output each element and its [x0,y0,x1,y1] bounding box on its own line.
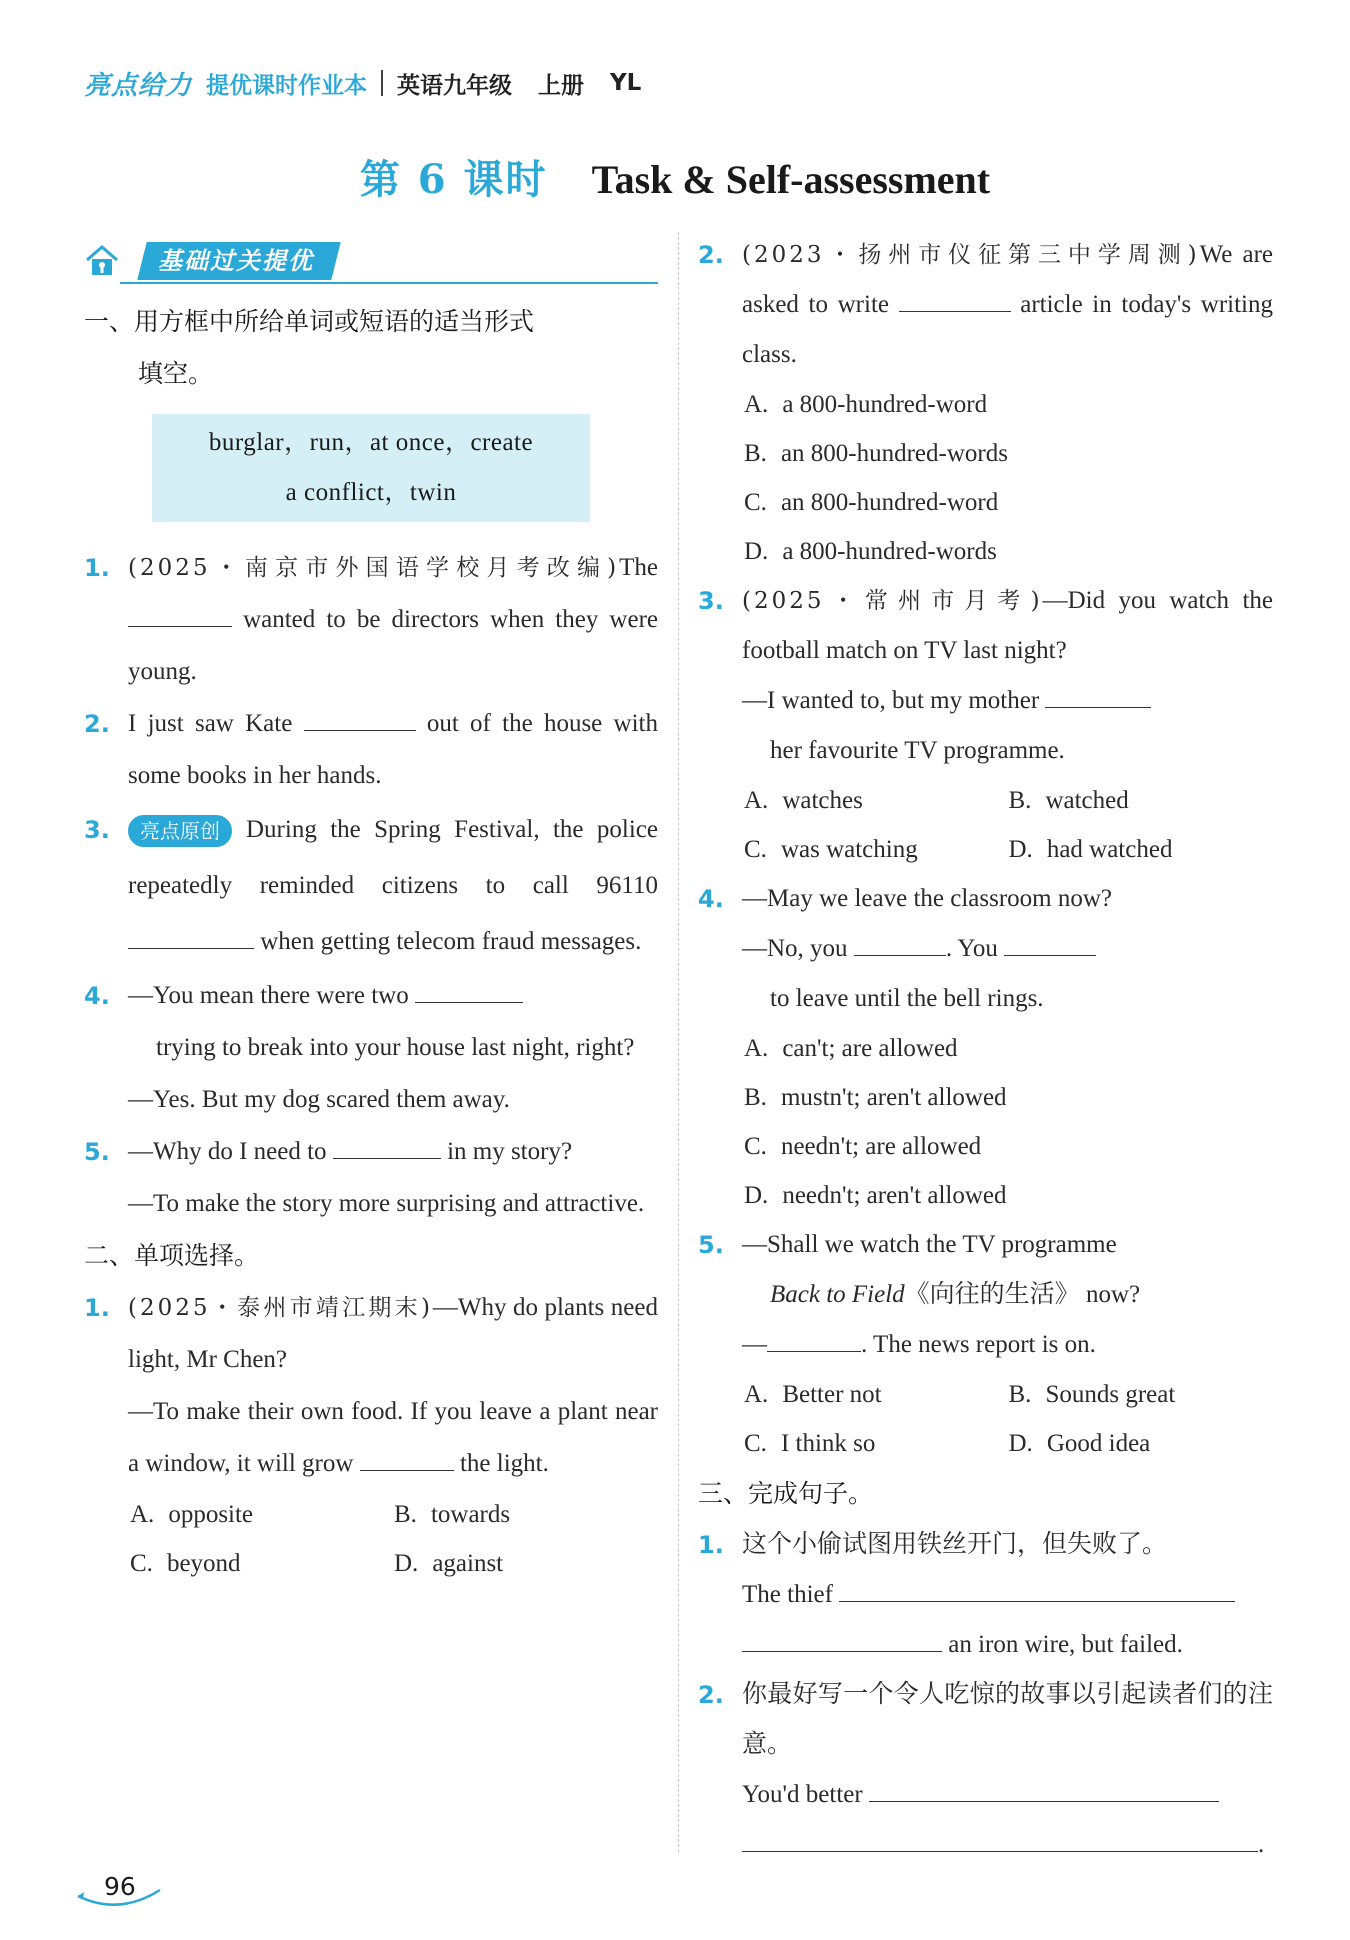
page-header [84,62,667,104]
section-3-title: 三、完成句子。 [698,1479,874,1508]
answer-blank[interactable] [128,598,232,627]
house-icon [84,244,120,278]
s2-q5-options [698,1370,1273,1468]
page-number: 96 [104,1872,136,1901]
s1-question-5: 5. —Why do I need to in my story? —To make the story more surprising and attractive. [84,1126,658,1230]
answer-blank[interactable] [742,1623,942,1652]
lesson-topic: Task & Self-assessment [591,157,991,202]
section-1-title: 一、用方框中所给单词或短语的适当形式 填空。 [84,307,535,388]
lesson-title [0,148,1350,205]
s2-q1-options [84,1490,658,1588]
word-bank-box: burglar，run，at once，create a conflict，twin [152,414,590,522]
s2-question-5: 5. —Shall we watch the TV programme Back to Field《向往的生活》 now? — . The news report is on. [698,1231,1141,1358]
section-2-title: 二、单项选择。 [84,1241,260,1270]
grade-label: 英语九年级 [397,72,513,99]
option-a[interactable]: A. a 800-hundred-word [744,391,988,418]
option-c[interactable]: C. an 800-hundred-word [744,489,999,516]
header-divider [381,70,383,96]
left-column [84,230,658,1588]
option-d[interactable]: D. Good idea [1008,1430,1151,1457]
answer-blank[interactable] [854,927,946,956]
s2-question-1: 1. (2025・泰州市靖江期末)—Why do plants need light, Mr Chen? —To make their own food. If you leave a plant near a window, it will grow the light. [84,1294,658,1477]
answer-blank[interactable] [360,1442,454,1471]
option-a[interactable]: A. Better not [744,1381,882,1408]
option-d[interactable]: D. had watched [1008,836,1173,863]
lesson-number: 第 6 课时 [359,156,548,203]
option-b[interactable]: B. Sounds great [1008,1381,1176,1408]
option-d[interactable]: D. a 800-hundred-words [744,538,997,565]
s1-question-3: 3. 亮点原创 During the Spring Festival, the police repeatedly reminded citizens to call 96110 when getting telecom fraud messages. [84,816,658,955]
option-b[interactable]: B. towards [394,1501,511,1528]
answer-blank[interactable] [1045,679,1151,708]
s2-q3-options [698,776,1273,874]
option-b[interactable]: B. mustn't; aren't allowed [744,1084,1007,1111]
answer-blank[interactable] [128,920,254,949]
s1-question-1: 1. (2025・南京市外国语学校月考改编)The wanted to be directors when they were young. [84,554,658,685]
s2-question-2: 2. (2023・扬州市仪征第三中学周测)We are asked to write article in today's writing class. [698,241,1273,368]
option-d[interactable]: D. needn't; aren't allowed [744,1182,1007,1209]
right-column [698,230,1273,1870]
s2-question-3: 3. (2025・常州市月考)—Did you watch the football match on TV last night? —I wanted to, but my mother her favourite TV programme. [698,587,1274,764]
option-a[interactable]: A. can't; are allowed [744,1035,958,1062]
banner-label: 基础过关提优 [137,242,340,280]
answer-blank[interactable] [1004,927,1096,956]
section-banner [84,234,658,290]
brand-logo: 亮点给力 [84,70,193,101]
s2-q4-options [698,1024,1273,1220]
option-c[interactable]: C. was watching [744,836,918,863]
original-badge: 亮点原创 [128,815,232,847]
answer-blank[interactable] [899,283,1011,312]
option-d[interactable]: D. against [394,1550,504,1577]
option-c[interactable]: C. beyond [130,1550,241,1577]
option-a[interactable]: A. watches [744,787,863,814]
s3-question-1: 1. 这个小偷试图用铁丝开门，但失败了。 The thief an iron wire, but failed. [698,1520,1273,1670]
column-divider [678,232,679,1852]
banner-underline [120,282,658,284]
answer-blank[interactable] [767,1323,861,1352]
answer-blank[interactable] [869,1773,1219,1802]
option-c[interactable]: C. I think so [744,1430,876,1457]
s2-question-4: 4. —May we leave the classroom now? —No, you . You to leave until the bell rings. [698,885,1113,1012]
option-c[interactable]: C. needn't; are allowed [744,1133,982,1160]
answer-blank[interactable] [333,1130,441,1159]
option-b[interactable]: B. an 800-hundred-words [744,440,1008,467]
s3-question-2: 2. 你最好写一个令人吃惊的故事以引起读者们的注意。 You'd better . [698,1681,1273,1858]
answer-blank[interactable] [742,1823,1258,1852]
s2-q2-options [698,380,1273,576]
answer-blank[interactable] [839,1573,1235,1602]
s1-question-4: 4. —You mean there were two trying to break into your house last night, right? —Yes. But my dog scared them away. [84,970,658,1126]
edition-label: YL [610,70,642,96]
answer-blank[interactable] [304,702,416,731]
option-a[interactable]: A. opposite [130,1501,254,1528]
option-b[interactable]: B. watched [1008,787,1129,814]
volume-label: 上册 [538,72,585,99]
answer-blank[interactable] [415,974,523,1003]
series-name: 提优课时作业本 [206,72,368,99]
s1-question-2: 2. I just saw Kate out of the house with some books in her hands. [84,698,658,802]
